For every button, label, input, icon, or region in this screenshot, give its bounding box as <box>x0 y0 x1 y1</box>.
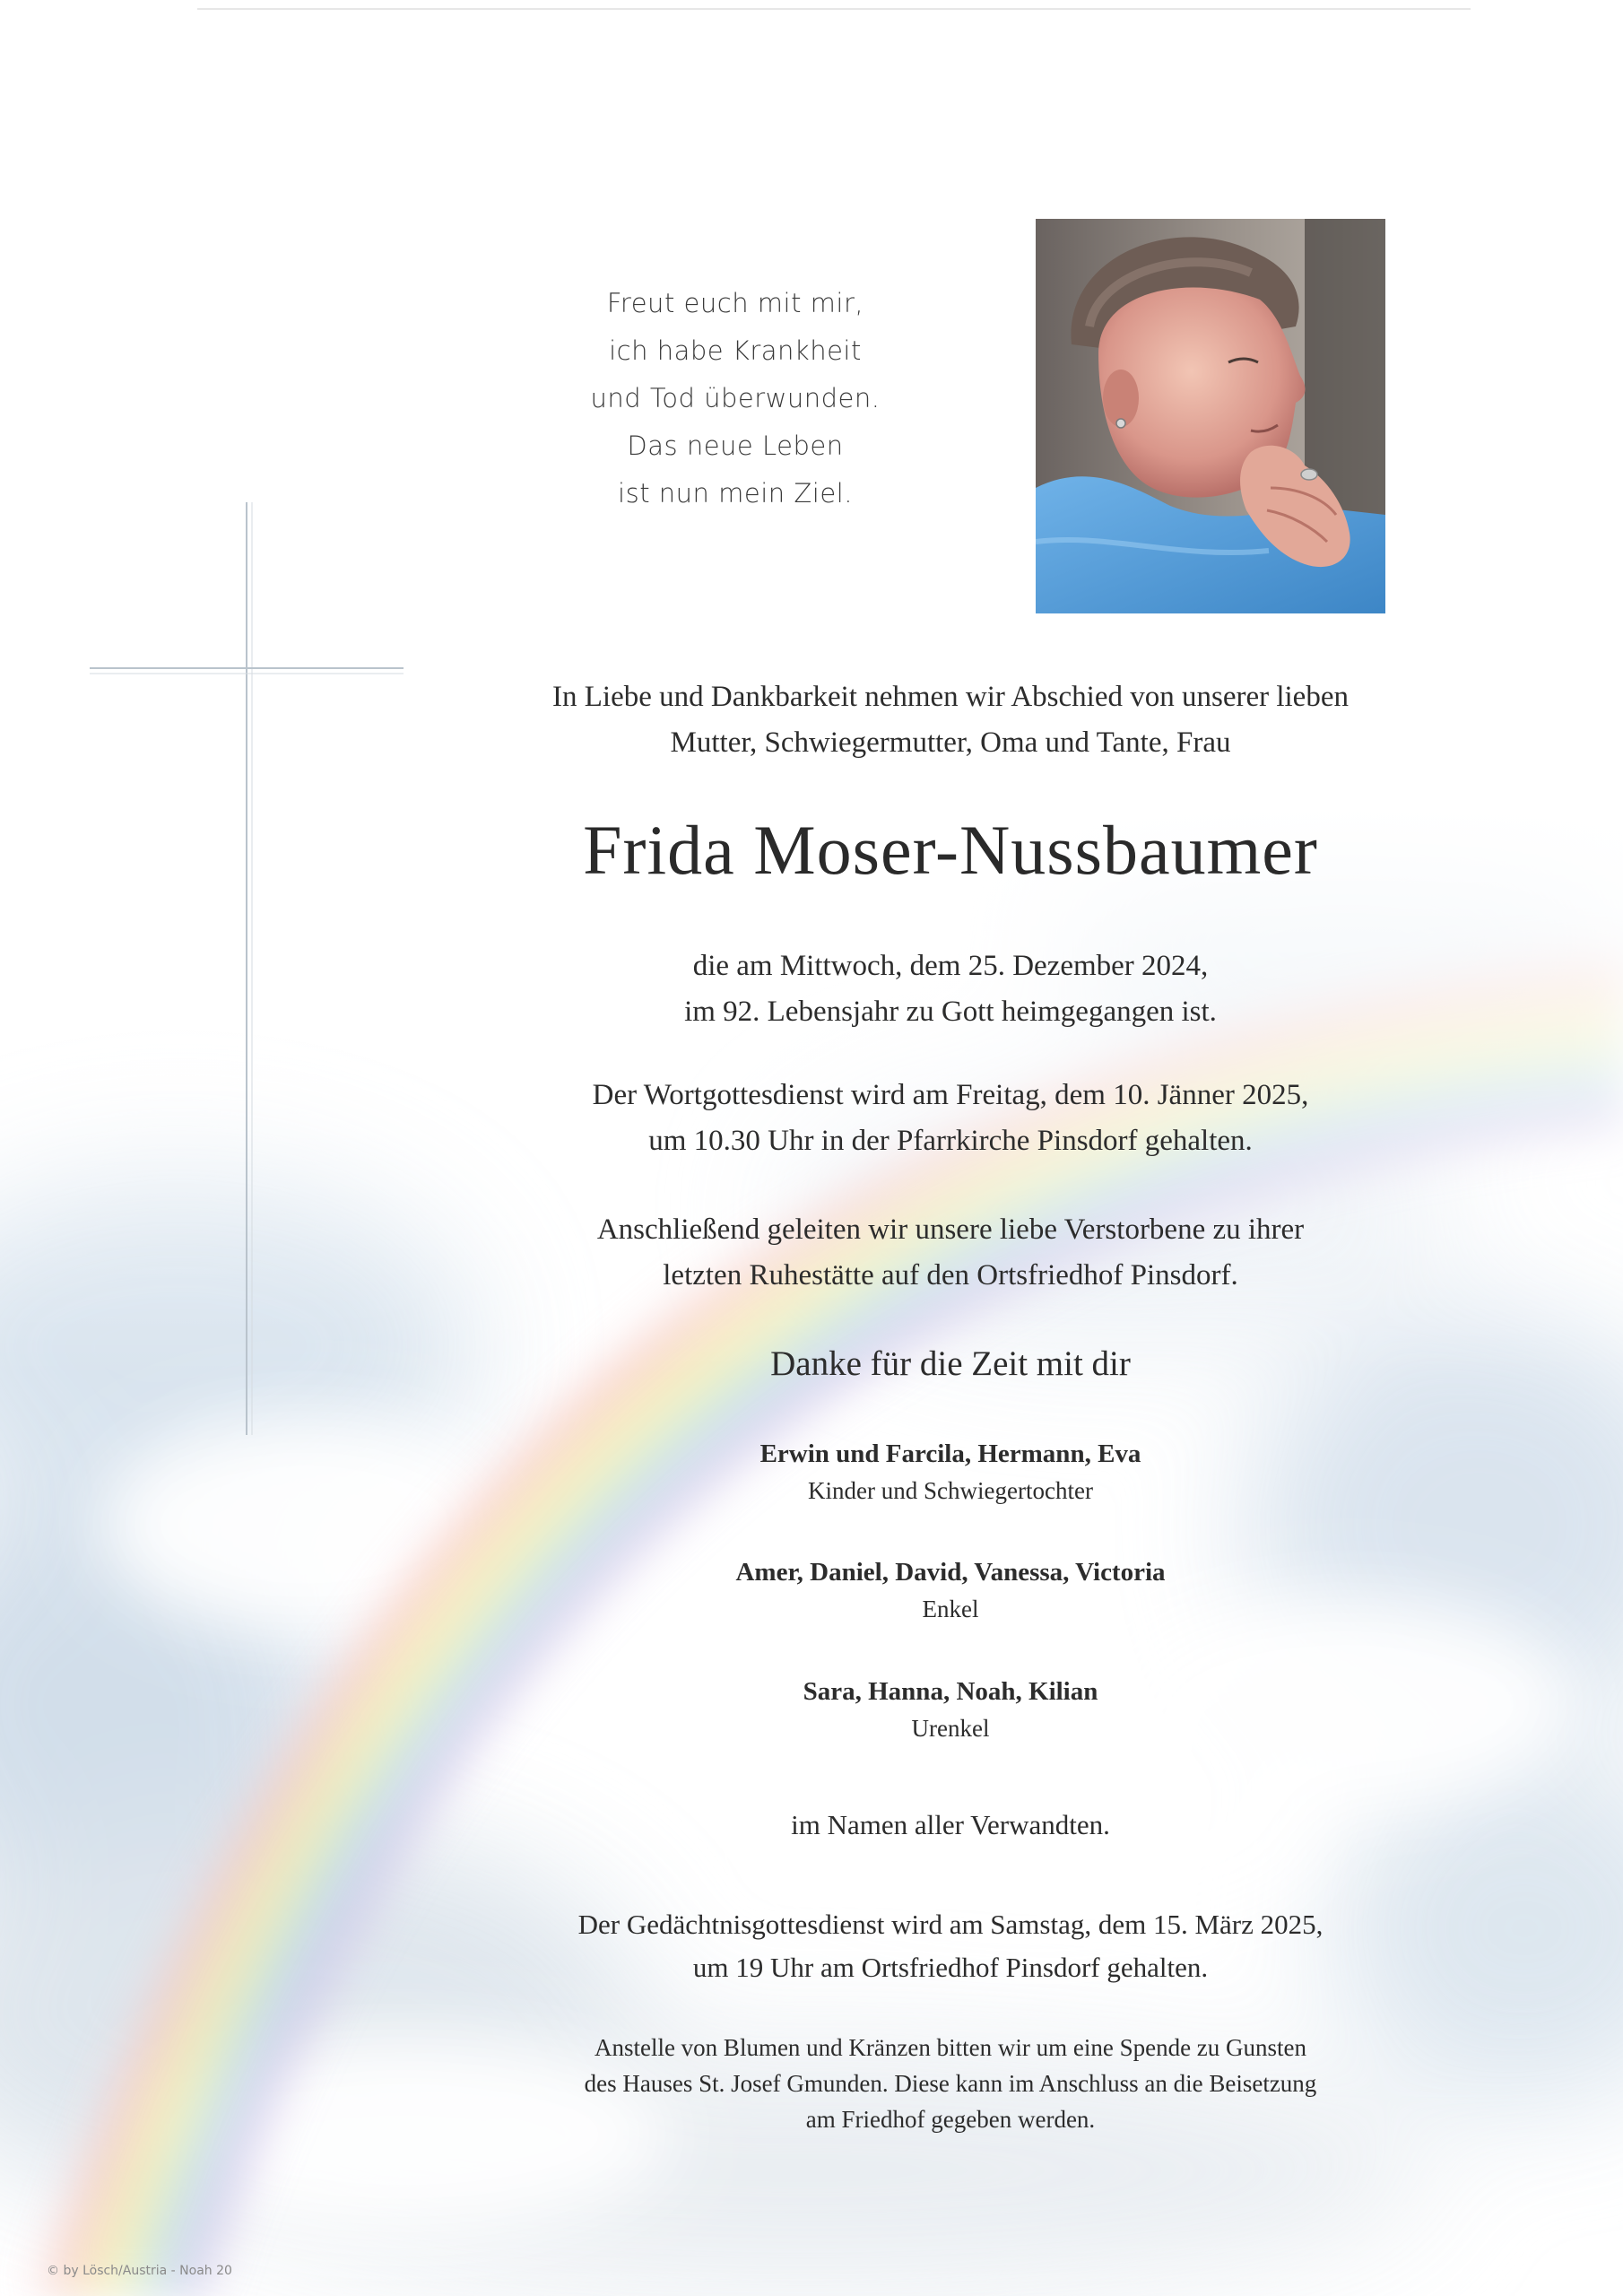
family-names: Sara, Hanna, Noah, Kilian <box>803 1677 1098 1706</box>
copyright-text: © by Lösch/Austria - Noah 20 <box>47 2264 232 2278</box>
burial-info <box>448 1207 1453 1299</box>
donation-line: am Friedhof gegeben werden. <box>805 2106 1096 2133</box>
burial-line: Anschließend geleiten wir unsere liebe Verstorbene zu ihrer <box>596 1213 1305 1246</box>
cross-icon <box>90 502 404 1435</box>
death-line: die am Mittwoch, dem 25. Dezember 2024, <box>692 950 1209 982</box>
memorial-line: um 19 Uhr am Ortsfriedhof Pinsdorf gehalten. <box>692 1952 1209 1983</box>
family-role: Enkel <box>922 1596 979 1622</box>
portrait-photo <box>1036 219 1385 613</box>
poem-line: Das neue Leben <box>627 430 844 461</box>
poem-line: ist nun mein Ziel. <box>618 478 853 509</box>
death-line: im 92. Lebensjahr zu Gott heimgegangen ist. <box>684 996 1217 1028</box>
service-line: um 10.30 Uhr in der Pfarrkirche Pinsdorf gehalten. <box>648 1125 1253 1157</box>
family-names: Amer, Daniel, David, Vanessa, Victoria <box>735 1558 1166 1587</box>
poem-line: und Tod überwunden. <box>590 383 881 413</box>
donation-line: des Hauses St. Josef Gmunden. Diese kann im Anschluss an die Beisetzung <box>584 2070 1317 2097</box>
intro-line: Mutter, Schwiegermutter, Oma und Tante, Frau <box>670 726 1231 759</box>
family-role: Urenkel <box>911 1715 990 1742</box>
family-group-children <box>448 1435 1453 1509</box>
poem <box>502 280 968 517</box>
service-line: Der Wortgottesdienst wird am Freitag, dem 10. Jänner 2025, <box>592 1079 1309 1111</box>
memorial-service <box>448 1903 1453 1989</box>
poem-line: Freut euch mit mir, <box>606 288 864 318</box>
donation-line: Anstelle von Blumen und Kränzen bitten wir um eine Spende zu Gunsten <box>594 2034 1307 2061</box>
deceased-name: Frida Moser-Nussbaumer <box>583 811 1318 889</box>
intro-line: In Liebe und Dankbarkeit nehmen wir Abschied von unserer lieben <box>552 681 1349 713</box>
family-names: Erwin und Farcila, Hermann, Eva <box>759 1439 1141 1468</box>
thanks-heading: Danke für die Zeit mit dir <box>770 1344 1131 1383</box>
family-group-grandchildren <box>448 1553 1453 1627</box>
funeral-service <box>448 1073 1453 1164</box>
family-group-great-grandchildren <box>448 1673 1453 1746</box>
donation-note <box>448 2030 1453 2137</box>
burial-line: letzten Ruhestätte auf den Ortsfriedhof Pinsdorf. <box>663 1259 1238 1292</box>
on-behalf-text: im Namen aller Verwandten. <box>791 1809 1110 1840</box>
death-details <box>448 944 1453 1035</box>
intro-text <box>448 674 1453 766</box>
poem-line: ich habe Krankheit <box>609 335 862 366</box>
family-role: Kinder und Schwiegertochter <box>808 1477 1093 1504</box>
memorial-line: Der Gedächtnisgottesdienst wird am Samstag, dem 15. März 2025, <box>577 1909 1324 1940</box>
